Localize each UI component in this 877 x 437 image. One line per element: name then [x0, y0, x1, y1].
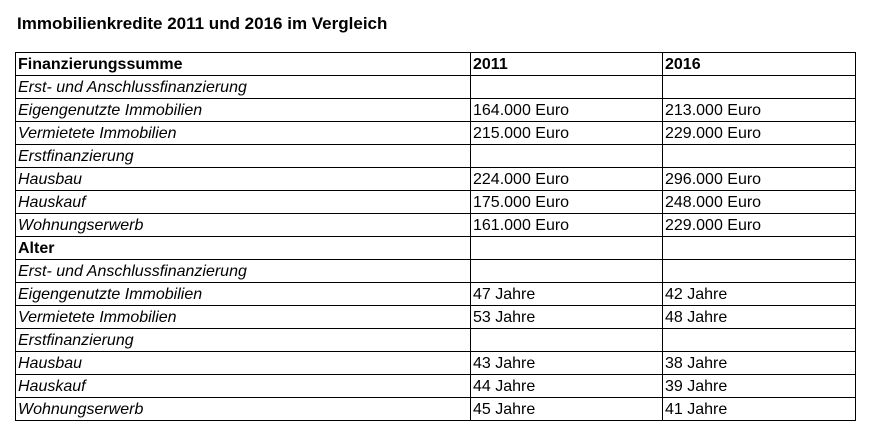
value-2016: 41 Jahre [663, 398, 856, 421]
value-2011: 47 Jahre [471, 283, 663, 306]
value-2016 [663, 76, 856, 99]
table-row [16, 375, 856, 398]
row-label: Hauskauf [16, 375, 471, 398]
value-2016 [663, 329, 856, 352]
header-label-cell: Finanzierungssumme [16, 53, 471, 76]
value-2011: 215.000 Euro [471, 122, 663, 145]
table-row [16, 329, 856, 352]
value-2011 [471, 260, 663, 283]
value-2011: 53 Jahre [471, 306, 663, 329]
value-2016: 42 Jahre [663, 283, 856, 306]
section-label: Alter [16, 237, 471, 260]
value-2016: 248.000 Euro [663, 191, 856, 214]
row-label: Erst- und Anschlussfinanzierung [16, 260, 471, 283]
row-label: Erst- und Anschlussfinanzierung [16, 76, 471, 99]
table-row [16, 283, 856, 306]
value-2016: 229.000 Euro [663, 122, 856, 145]
header-2011-cell: 2011 [471, 53, 663, 76]
table-section-row [16, 237, 856, 260]
value-2011: 161.000 Euro [471, 214, 663, 237]
value-2011: 224.000 Euro [471, 168, 663, 191]
value-2016 [663, 237, 856, 260]
row-label: Eigengenutzte Immobilien [16, 283, 471, 306]
value-2016 [663, 145, 856, 168]
row-label: Erstfinanzierung [16, 145, 471, 168]
row-label: Wohnungserwerb [16, 398, 471, 421]
value-2011: 175.000 Euro [471, 191, 663, 214]
value-2011: 44 Jahre [471, 375, 663, 398]
header-2016-cell: 2016 [663, 53, 856, 76]
comparison-table [15, 52, 856, 421]
row-label: Vermietete Immobilien [16, 306, 471, 329]
table-header-row [16, 53, 856, 76]
page-title: Immobilienkredite 2011 und 2016 im Vergleich [17, 14, 388, 33]
table-row [16, 168, 856, 191]
value-2016: 38 Jahre [663, 352, 856, 375]
value-2016: 229.000 Euro [663, 214, 856, 237]
table-row [16, 122, 856, 145]
value-2011 [471, 237, 663, 260]
row-label: Hausbau [16, 352, 471, 375]
row-label: Hauskauf [16, 191, 471, 214]
table-row [16, 76, 856, 99]
value-2016 [663, 260, 856, 283]
value-2011 [471, 76, 663, 99]
table-row [16, 191, 856, 214]
table-row [16, 398, 856, 421]
table-row [16, 260, 856, 283]
row-label: Hausbau [16, 168, 471, 191]
row-label: Eigengenutzte Immobilien [16, 99, 471, 122]
table-row [16, 352, 856, 375]
value-2011: 45 Jahre [471, 398, 663, 421]
table-row [16, 214, 856, 237]
value-2016: 296.000 Euro [663, 168, 856, 191]
row-label: Erstfinanzierung [16, 329, 471, 352]
value-2011: 43 Jahre [471, 352, 663, 375]
value-2016: 39 Jahre [663, 375, 856, 398]
value-2016: 48 Jahre [663, 306, 856, 329]
table-row [16, 306, 856, 329]
row-label: Wohnungserwerb [16, 214, 471, 237]
table-row [16, 145, 856, 168]
row-label: Vermietete Immobilien [16, 122, 471, 145]
value-2011 [471, 329, 663, 352]
table-row [16, 99, 856, 122]
value-2016: 213.000 Euro [663, 99, 856, 122]
value-2011: 164.000 Euro [471, 99, 663, 122]
value-2011 [471, 145, 663, 168]
